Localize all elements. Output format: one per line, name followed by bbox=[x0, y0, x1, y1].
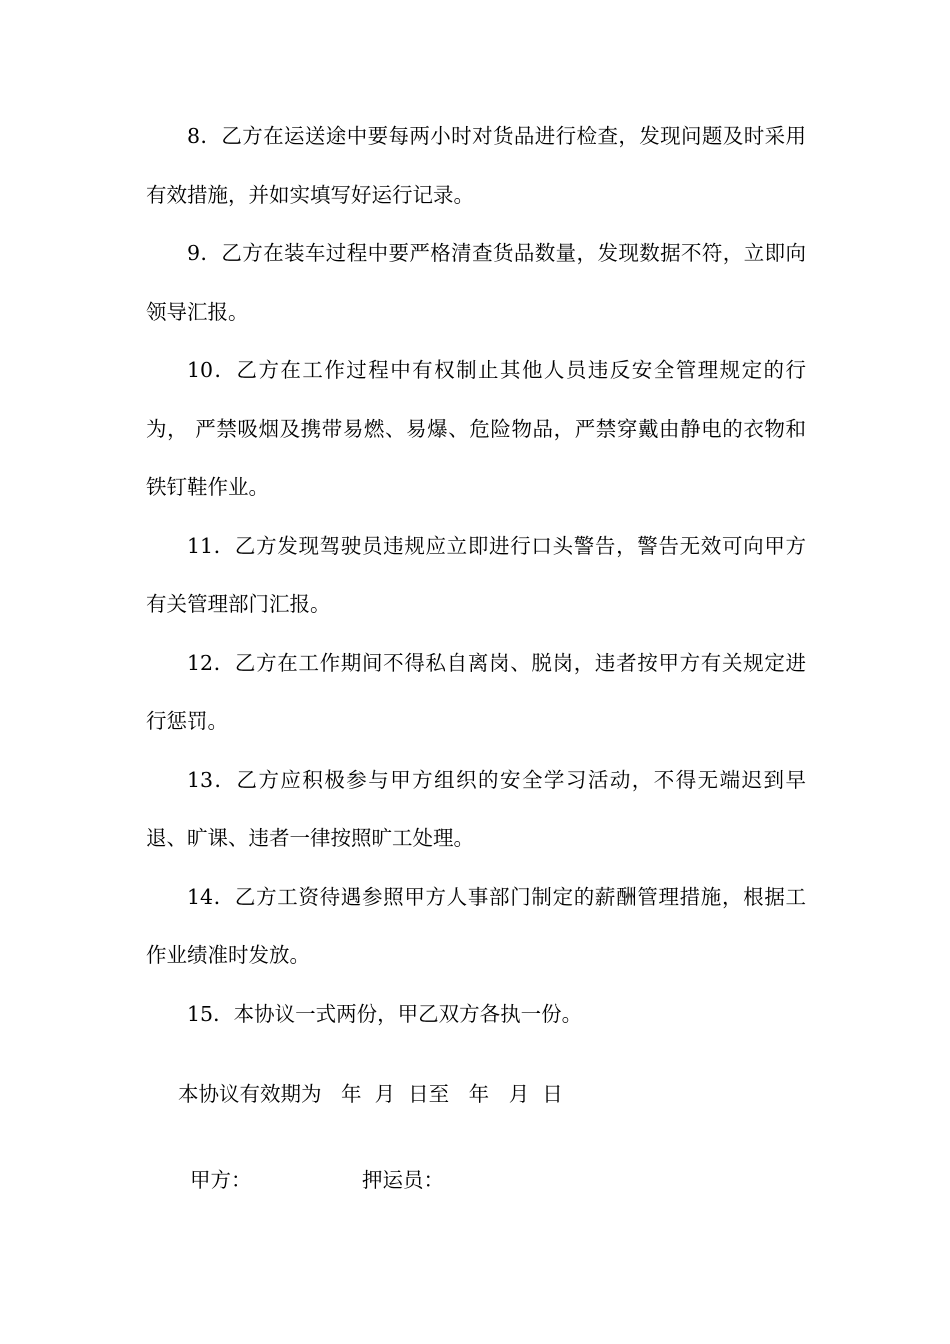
clause-11: 11．乙方发现驾驶员违规应立即进行口头警告，警告无效可向甲方有关管理部门汇报。 bbox=[146, 533, 806, 616]
party-a-signature-label: 甲方： bbox=[190, 1168, 252, 1192]
clause-14: 14．乙方工资待遇参照甲方人事部门制定的薪酬管理措施，根据工作业绩准时发放。 bbox=[146, 884, 806, 967]
clause-13: 13．乙方应积极参与甲方组织的安全学习活动，不得无端迟到早退、旷课、违者一律按照旷工处理。 bbox=[146, 767, 806, 850]
clause-8: 8．乙方在运送途中要每两小时对货品进行检查，发现问题及时采用有效措施，并如实填写好运行记录。 bbox=[146, 124, 806, 207]
clause-list bbox=[146, 107, 806, 1043]
clause-10: 10．乙方在工作过程中有权制止其他人员违反安全管理规定的行为， 严禁吸烟及携带易燃、易爆、危险物品，严禁穿戴由静电的衣物和铁钉鞋作业。 bbox=[146, 358, 806, 499]
signature-block bbox=[190, 1160, 690, 1200]
clause-9: 9．乙方在装车过程中要严格清查货品数量，发现数据不符，立即向领导汇报。 bbox=[146, 241, 806, 324]
escort-signature-label: 押运员： bbox=[362, 1168, 444, 1192]
clause-12: 12．乙方在工作期间不得私自离岗、脱岗，违者按甲方有关规定进行惩罚。 bbox=[146, 650, 806, 733]
clause-15: 15．本协议一式两份，甲乙双方各执一份。 bbox=[187, 1001, 583, 1026]
validity-period: 本协议有效期为 年 月 日至 年 月 日 bbox=[178, 1082, 563, 1106]
